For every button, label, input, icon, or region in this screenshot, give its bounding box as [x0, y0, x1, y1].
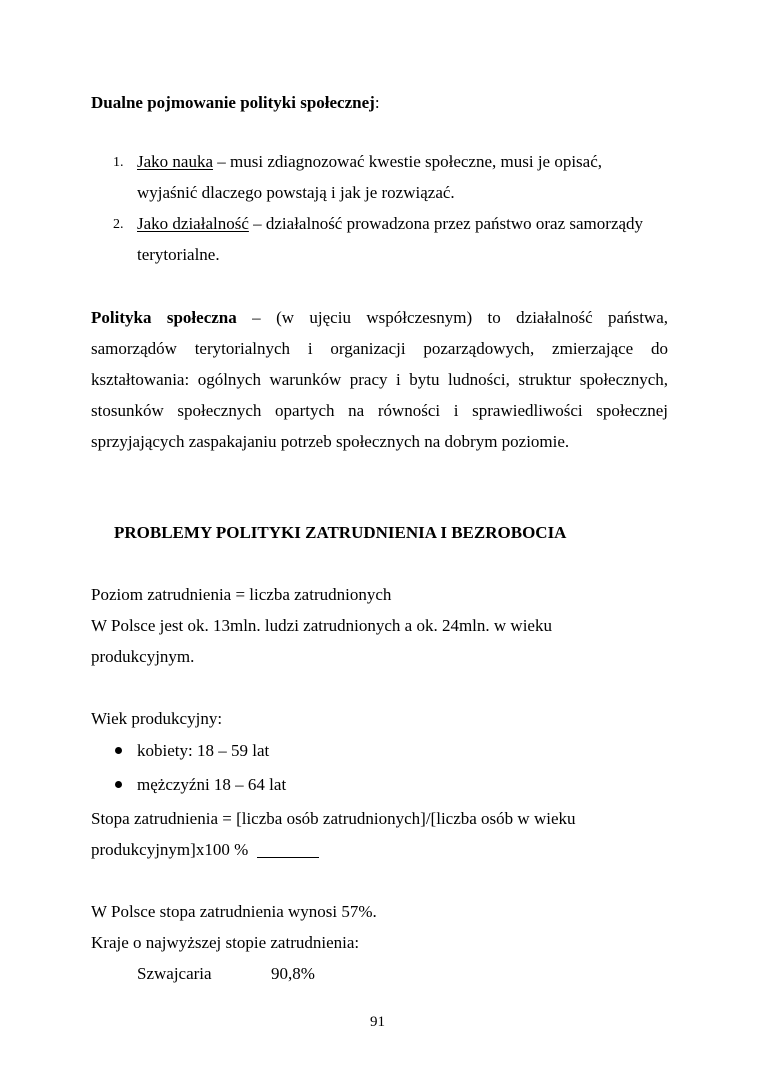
definition-term: Polityka społeczna: [91, 308, 237, 327]
list-item-2-line1: [137, 214, 643, 234]
dual-heading-colon: :: [374, 93, 380, 112]
employment-rate-line1: Stopa zatrudnienia = [liczba osób zatrudnionych]/[liczba osób w wieku: [91, 809, 576, 828]
working-age-label: Wiek produkcyjny:: [91, 709, 223, 728]
top-countries-label: Kraje o najwyższej stopie zatrudnienia:: [91, 933, 360, 952]
bullet-item-men: mężczyźni 18 – 64 lat: [137, 775, 287, 794]
employment-level: Poziom zatrudnienia = liczba zatrudnionych: [91, 585, 392, 604]
definition-line-3: kształtowania: ogólnych warunków pracy i bytu ludności, struktur społecznych,: [91, 370, 668, 389]
definition-line-1: Polityka społeczna – (w ujęciu współczesnym) to działalność państwa,: [91, 308, 668, 327]
dual-heading: Dualne pojmowanie polityki społecznej: [91, 93, 375, 112]
definition-line-4: stosunków społecznych opartych na równości i sprawiedliwości społecznej: [91, 401, 668, 420]
list-number-2: 2.: [113, 217, 124, 232]
blank-underline: [257, 857, 319, 858]
list-item-1-line1: [137, 152, 602, 172]
country-value: 90,8%: [271, 964, 315, 983]
definition-line-2: samorządów terytorialnych i organizacji pozarządowych, zmierzające do: [91, 339, 668, 358]
list-item-2-line2: terytorialne.: [137, 245, 220, 264]
list-number-1: 1.: [113, 155, 124, 170]
definition-line-5: sprzyjających zaspakajaniu potrzeb społecznych na dobrym poziomie.: [91, 432, 570, 451]
list-item-1-line2: wyjaśnić dlaczego powstają i jak je rozwiązać.: [137, 183, 455, 202]
employment-rate-line2: produkcyjnym]x100 %: [91, 840, 249, 859]
page-number: 91: [370, 1014, 385, 1030]
bullet-item-women: kobiety: 18 – 59 lat: [137, 741, 270, 760]
country-name: Szwajcaria: [137, 964, 212, 983]
section-title: PROBLEMY POLITYKI ZATRUDNIENIA I BEZROBOCIA: [114, 523, 567, 542]
list-item-1-term: Jako nauka: [137, 152, 214, 171]
list-item-2-text: – działalność prowadzona przez państwo oraz samorządy: [248, 214, 644, 233]
poland-employment-line2: produkcyjnym.: [91, 647, 195, 666]
poland-rate: W Polsce stopa zatrudnienia wynosi 57%.: [91, 902, 377, 921]
dual-heading-line: [91, 93, 380, 113]
bullet-icon: [115, 781, 122, 788]
list-item-2-term: Jako działalność: [137, 214, 249, 233]
list-item-1-text: – musi zdiagnozować kwestie społeczne, musi je opisać,: [213, 152, 603, 171]
poland-employment-line1: W Polsce jest ok. 13mln. ludzi zatrudnionych a ok. 24mln. w wieku: [91, 616, 552, 635]
bullet-icon: [115, 747, 122, 754]
